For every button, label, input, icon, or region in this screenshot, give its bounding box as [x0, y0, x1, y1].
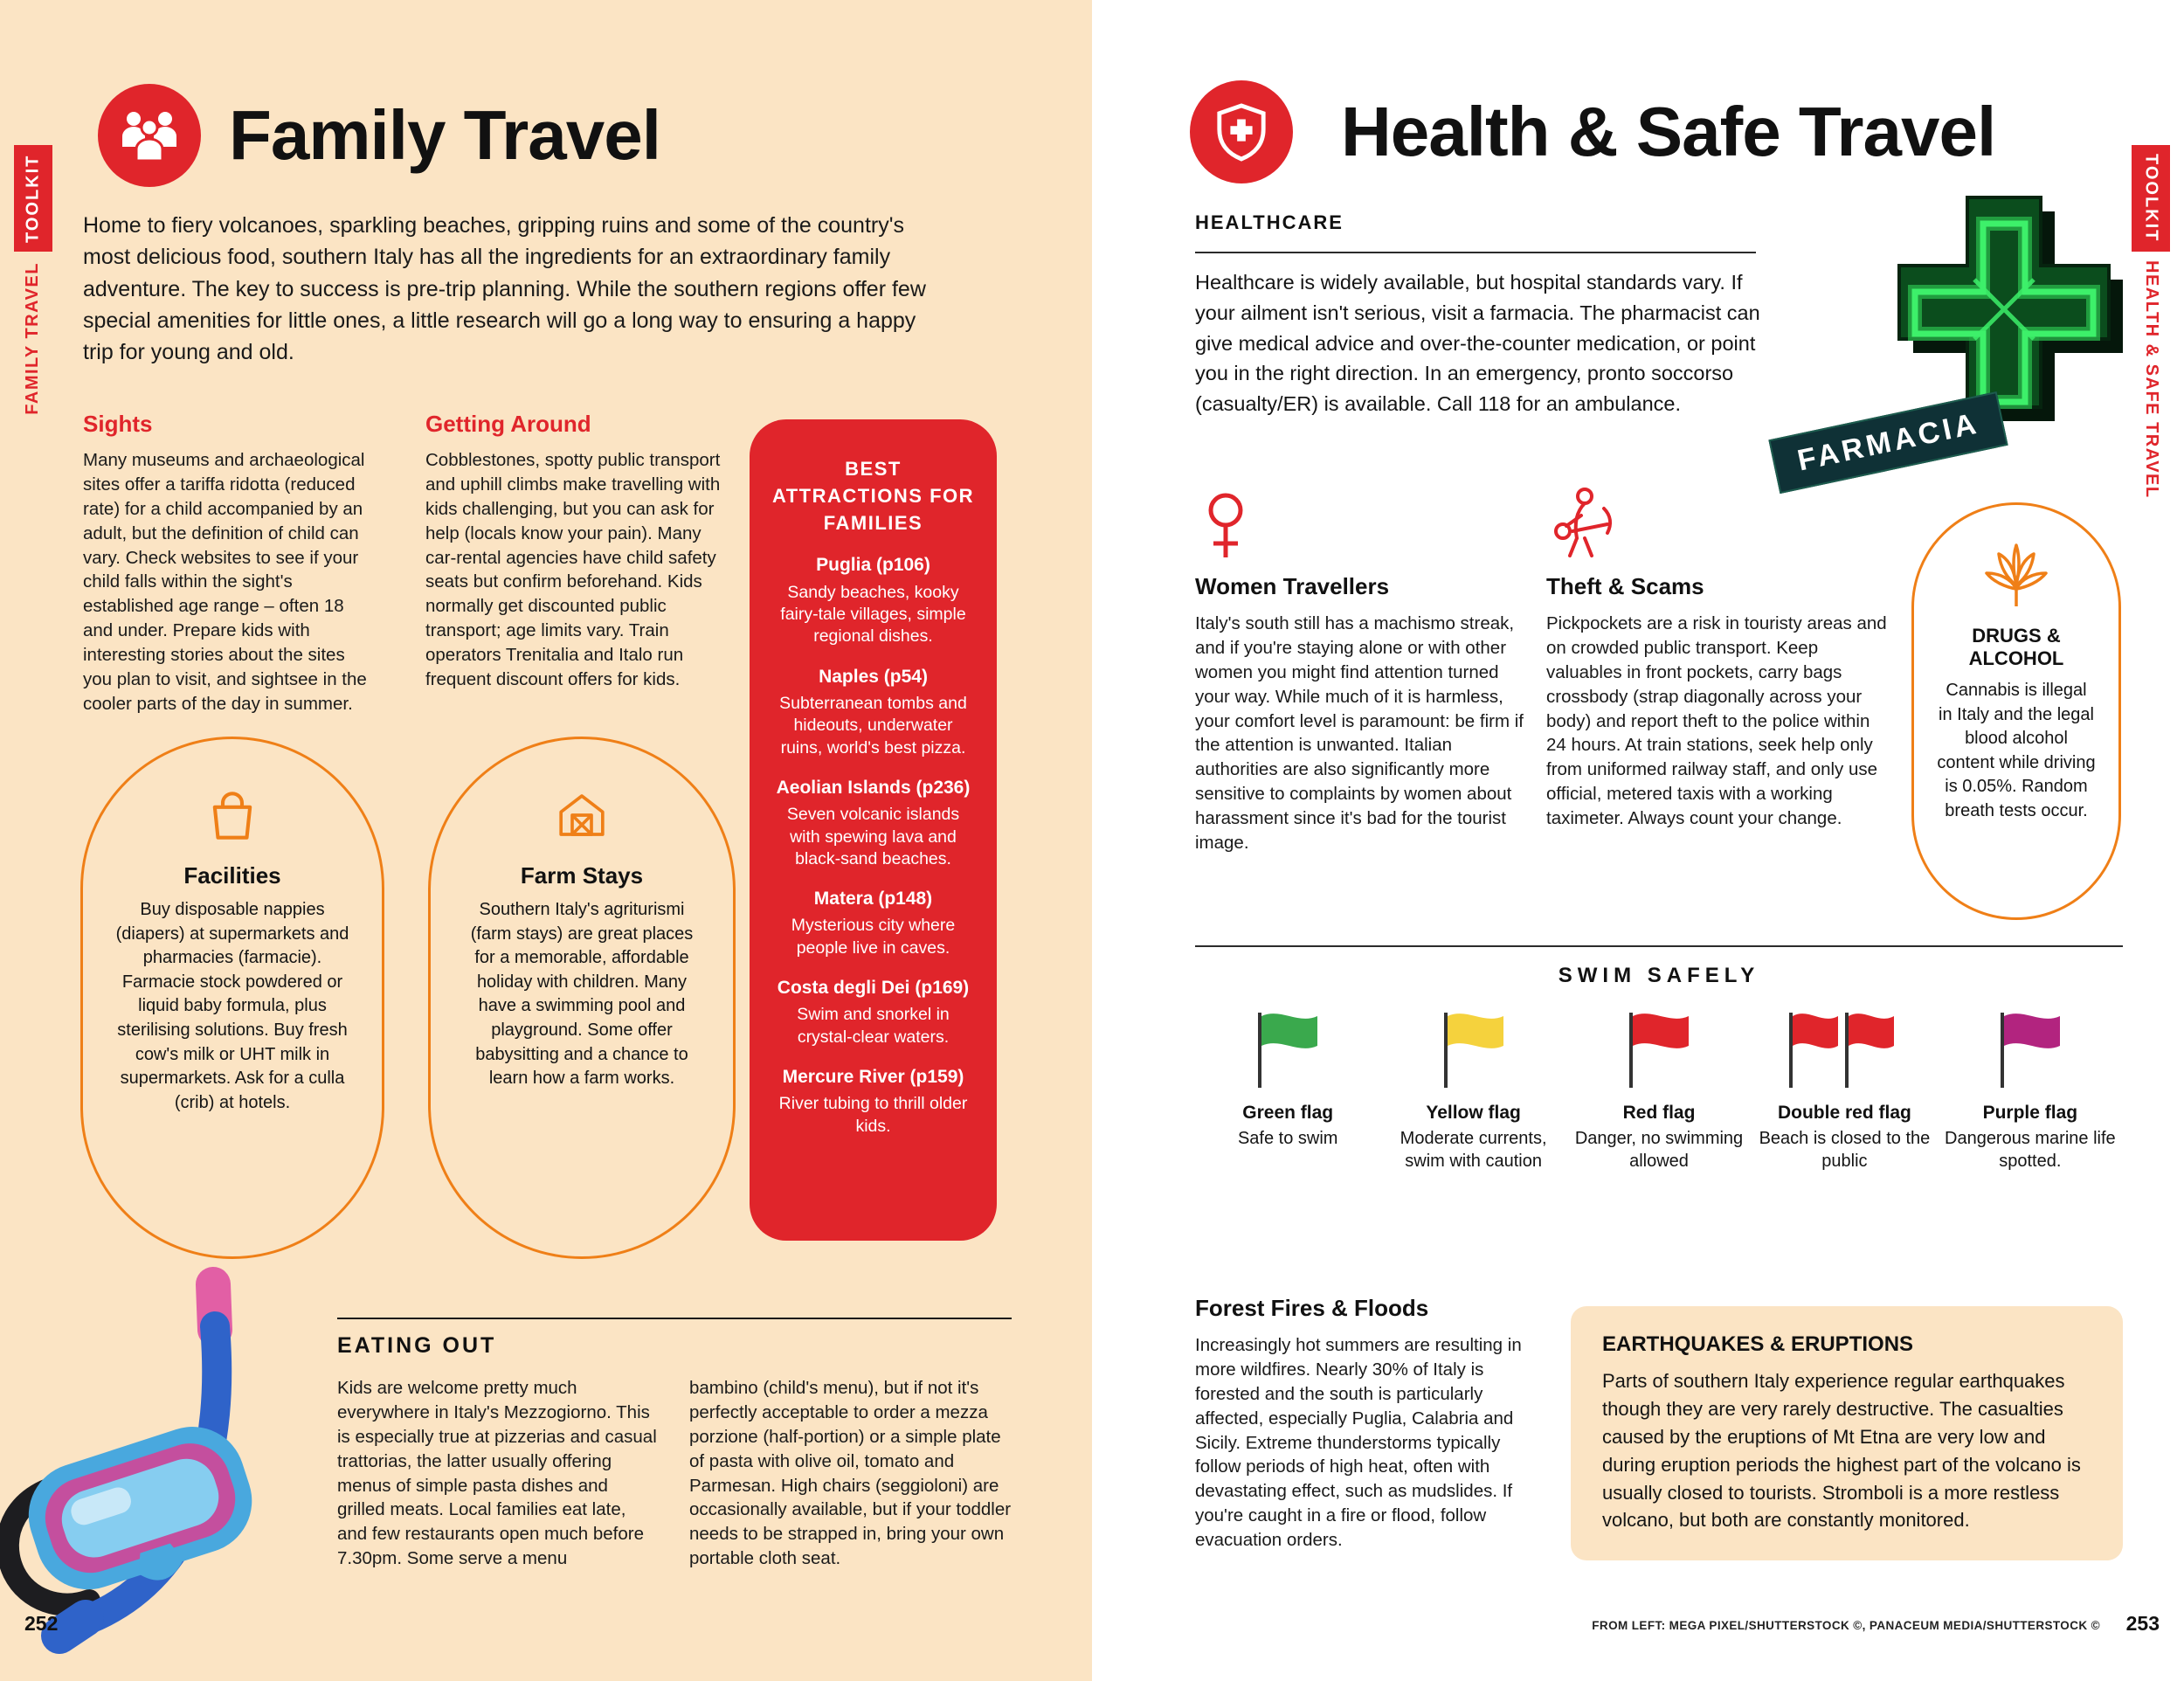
- page-number-right: 253: [2125, 1612, 2160, 1635]
- eating-out-col2: bambino (child's menu), but if not it's perfectly acceptable to order a mezza porzione (half-portion) or a simple plate of pasta with olive oil, tomato and Parmesan. High chairs (seggioloni) are occasionally available, but if your toddler needs to be strapped in, bring your own portable cloth seat.: [689, 1378, 1012, 1569]
- swim-safely-heading: SWIM SAFELY: [1558, 964, 1760, 987]
- farmacia-sign-text: FARMACIA: [1768, 391, 2008, 494]
- pharmacy-sign-photo: [1775, 149, 2164, 507]
- family-icon: [118, 107, 181, 164]
- healthcare-body: Healthcare is widely available, but hospital standards vary. If your ailment isn't serious, visit a farmacia. The pharmacist can give medical advice and over-the-counter medication, or point you in the right direction. In an emergency, pronto soccorso (casualty/ER) is available. Call 118 for an ambulance.: [1195, 271, 1760, 416]
- swim-safely-rule: [1195, 945, 2123, 947]
- getting-around-section: [425, 411, 733, 692]
- facilities-heading: Facilities: [183, 862, 281, 889]
- flag-red: Red flag Danger, no swimming allowed: [1566, 1009, 1752, 1173]
- drugs-alcohol-capsule: [1911, 502, 2121, 920]
- flag-double-red: Double red flag Beach is closed to the public: [1752, 1009, 1937, 1173]
- swim-flags-row: [1195, 1009, 2123, 1173]
- red-flag-icon: [1607, 1009, 1711, 1090]
- toolkit-label: TOOLKIT: [2141, 154, 2161, 243]
- page-number-left: 252: [24, 1612, 59, 1635]
- purple-flag-icon: [1978, 1009, 2083, 1090]
- sights-section: [83, 411, 373, 716]
- page-title-family-travel: Family Travel: [229, 96, 660, 174]
- earthquakes-box: [1571, 1306, 2123, 1560]
- earthquakes-body: Parts of southern Italy experience regular earthquakes though they are very rarely destructive. The casualties caused by the eruptions of Mt Etna are very low and during eruption periods the highest part of the volcano is usually closed to tourists. Stromboli is a more restless volcano, but both are constantly monitored.: [1602, 1370, 2081, 1532]
- facilities-capsule: [80, 737, 384, 1259]
- theft-scams-heading: Theft & Scams: [1546, 573, 1704, 599]
- farm-stays-capsule: [428, 737, 736, 1259]
- sights-body: Many museums and archaeological sites offer a tariffa ridotta (reduced rate) for a child accompanied by an adult, but the definition of child can vary. Check websites to see if your child falls within the sight's established age range – often 18 and under. Prepare kids with interesting stories about the sites you plan to visit, and sightsee in the cooler parts of the day in summer.: [83, 450, 367, 714]
- family-travel-intro: Home to fiery volcanoes, sparkling beaches, gripping ruins and some of the country's most delicious food, southern Italy has all the ingredients for an extraordinary family adventure. The key to success is pre-trip planning. While the southern regions offer few special amenities for little ones, a little research will go a long way to ensuring a happy trip for young and old.: [83, 213, 926, 364]
- getting-around-body: Cobblestones, spotty public transport and uphill climbs make travelling with kids challenging, but you can ask for help (locals know your pain). Many car-rental agencies have child safety seats but confirm beforehand. Kids normally get discounted public transport; age limits vary. Train operators Trenitalia and Italo run frequent discount offers for kids.: [425, 450, 721, 689]
- theft-scams-body: Pickpockets are a risk in touristy areas and on crowded public transport. Keep valuables in front pockets, carry bags crossbody (strap diagonally across your body) and report theft to the police within 24 hours. At train stations, seek help only from uniformed railway staff, and only use official, metered taxis with a working taximeter. Always count your change.: [1546, 613, 1887, 828]
- healthcare-heading: HEALTHCARE: [1195, 211, 1344, 233]
- eating-out-heading: EATING OUT: [337, 1333, 497, 1358]
- flag-green: Green flag Safe to swim: [1195, 1009, 1380, 1173]
- pickpocket-icon: [1546, 486, 1623, 559]
- best-attractions-box: [750, 419, 997, 1241]
- toolkit-edge-tab: [14, 145, 52, 252]
- facilities-body: Buy disposable nappies (diapers) at supermarkets and pharmacies (farmacie). Farmacie stock powdered or liquid baby formula, plus sterilising solutions. Buy fresh cow's milk or UHT milk in supermarkets. Ask for a culla (crib) at hotels.: [115, 900, 349, 1112]
- page-health-safe-travel: [1092, 0, 2184, 1681]
- health-shield-icon: [1214, 102, 1268, 162]
- health-icon-circle: [1190, 80, 1293, 183]
- family-travel-icon-circle: [98, 84, 201, 187]
- page-title-health-safe-travel: Health & Safe Travel: [1341, 93, 1996, 170]
- edge-section-health-safe-travel: HEALTH & SAFE TRAVEL: [2142, 260, 2161, 499]
- farm-stays-heading: Farm Stays: [520, 862, 644, 889]
- women-travellers-body: Italy's south still has a machismo streak, and if you're staying alone or with other women you might find attention turned your way. While much of it is harmless, your comfort level is paramount: be firm if the attention is unwanted. Italian authorities are also significantly more sensitive to complaints by women about harassment since it's bad for the tourist image.: [1195, 613, 1524, 853]
- double-red-flag-icon: [1779, 1009, 1910, 1090]
- flag-purple: Purple flag Dangerous marine life spotted.: [1938, 1009, 2123, 1173]
- attraction-item: Naples (p54) Subterranean tombs and hideouts, underwater ruins, world's best pizza.: [779, 666, 967, 757]
- toolkit-label: TOOLKIT: [23, 154, 43, 243]
- eating-out-col1: Kids are welcome pretty much everywhere in Italy's Mezzogiorno. This is especially true at pizzerias and casual trattorias, the latter usually offering menus of simple pasta dishes and grilled meats. Local families eat late, and few restaurants open much before 7.30pm. Some serve a menu: [337, 1378, 657, 1569]
- photo-credits: FROM LEFT: MEGA PIXEL/SHUTTERSTOCK ©, PANACEUM MEDIA/SHUTTERSTOCK ©: [1592, 1619, 2100, 1632]
- flag-yellow: Yellow flag Moderate currents, swim with caution: [1380, 1009, 1565, 1173]
- green-flag-icon: [1235, 1009, 1340, 1090]
- forest-fires-body: Increasingly hot summers are resulting in more wildfires. Nearly 30% of Italy is forested and the south is particularly affected, especially Puglia, Calabria and Sicily. Extreme thunderstorms typically follow periods of high heat, often with devastating effect, such as mudslides. If you're caught in a fire or flood, follow evacuation orders.: [1195, 1335, 1522, 1550]
- healthcare-rule: [1195, 252, 1756, 253]
- eating-out-section: [337, 1318, 1012, 1571]
- getting-around-heading: Getting Around: [425, 411, 591, 437]
- women-travellers-heading: Women Travellers: [1195, 573, 1390, 599]
- attraction-item: Puglia (p106) Sandy beaches, kooky fairy-tale villages, simple regional dishes.: [780, 555, 966, 647]
- earthquakes-heading: EARTHQUAKES & ERUPTIONS: [1602, 1332, 1914, 1356]
- farm-stays-body: Southern Italy's agriturismi (farm stays) are great places for a memorable, affordable holiday with children. Many have a swimming pool and playground. Some offer babysitting and a chance to learn how a farm works.: [470, 900, 694, 1089]
- drugs-alcohol-body: Cannabis is illegal in Italy and the legal blood alcohol content while driving is 0.05%. Random breath tests occur.: [1937, 681, 2096, 820]
- cannabis-leaf-icon: [1980, 543, 2052, 608]
- attraction-item: Costa degli Dei (p169) Swim and snorkel in crystal-clear waters.: [777, 978, 970, 1047]
- attraction-item: Matera (p148) Mysterious city where people live in caves.: [791, 889, 956, 958]
- attraction-item: Aeolian Islands (p236) Seven volcanic islands with spewing lava and black-sand beaches.: [776, 777, 971, 868]
- shopping-bag-icon: [204, 786, 261, 844]
- edge-section-family-travel: FAMILY TRAVEL: [23, 262, 42, 415]
- female-symbol-icon: [1199, 491, 1253, 563]
- attraction-item: Mercure River (p159) River tubing to thrill older kids.: [778, 1067, 968, 1136]
- drugs-alcohol-heading: DRUGS & ALCOHOL: [1968, 625, 2064, 669]
- sights-heading: Sights: [83, 411, 153, 437]
- attractions-title: BEST ATTRACTIONS FOR FAMILIES: [771, 458, 975, 534]
- forest-fires-heading: Forest Fires & Floods: [1195, 1295, 1429, 1321]
- yellow-flag-icon: [1421, 1009, 1526, 1090]
- barn-icon: [553, 786, 611, 844]
